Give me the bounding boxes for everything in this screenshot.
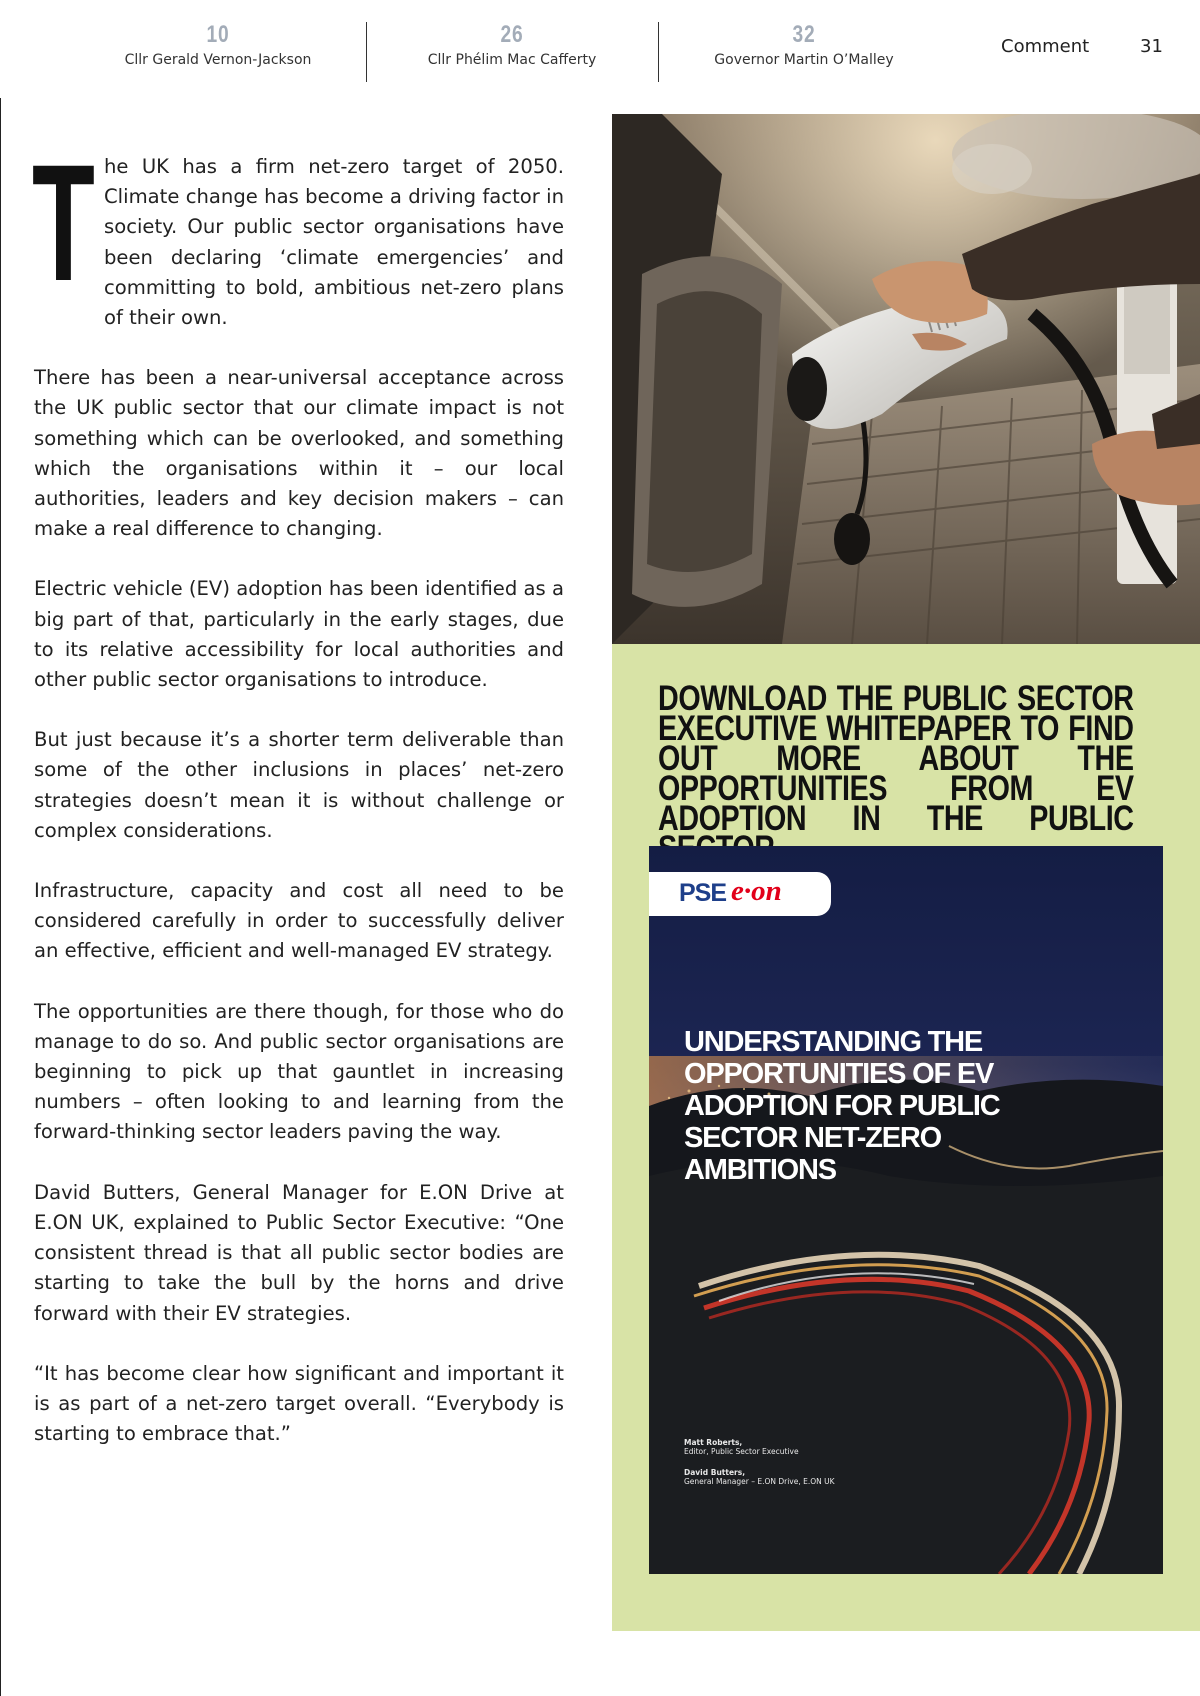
left-margin-rule (0, 98, 1, 1696)
promo-headline: DOWNLOAD THE PUBLIC SECTOR EXECUTIVE WHITEPAPER TO FIND OUT MORE ABOUT THE OPPORTUNITIES FROM EV ADOPTION IN THE PUBLIC (658, 679, 1134, 838)
article-paragraph: Electric vehicle (EV) adoption has been identified as a big part of that, particularly in the early stages, due to its relative accessibility for local authorities and other public sector organisations to introduce. (34, 577, 564, 692)
section-label: Comment (1001, 36, 1090, 57)
cover-title: UNDERSTANDING THE OPPORTUNITIES OF EV ADOPTION FOR PUBLIC SECTOR NET-ZERO AMBITIONS (684, 1026, 1000, 1186)
header-link-item-3[interactable] (704, 22, 904, 68)
cover-logo-badge (649, 872, 831, 916)
header-page-ref: 10 (206, 21, 230, 48)
credit-name: David Butters, (684, 1468, 746, 1477)
header-divider (658, 22, 659, 82)
whitepaper-promo (612, 644, 1200, 1631)
article-body (32, 131, 564, 1479)
article-paragraph: Infrastructure, capacity and cost all need to be considered carefully in order to successfully deliver an effective, efficient and well-managed EV strategy. (34, 879, 564, 963)
cover-credit (684, 1438, 799, 1456)
article-paragraph: But just because it’s a shorter term deliverable than some of the other inclusions in places’ net-zero strategies doesn’t mean it is without challenge or complex considerations. (34, 728, 564, 842)
header-author-name: Cllr Gerald Vernon-Jackson (124, 52, 312, 68)
cover-night-highway-image (649, 846, 1163, 1574)
header-link-item-2[interactable] (412, 22, 612, 68)
article-paragraph: “It has become clear how significant and important it is as part of a net-zero target overall. “Everybody is starting to embrace that.” (34, 1361, 564, 1446)
header-divider (366, 22, 367, 82)
credit-role: General Manager – E.ON Drive, E.ON UK (684, 1477, 835, 1486)
eon-logo: e·on (731, 875, 782, 907)
credit-name: Matt Roberts, (684, 1438, 743, 1447)
article-paragraph: The opportunities are there though, for those who do manage to do so. And public sector organisations are beginning to pick up that gauntlet in increasing numbers – often looking to and learning from the forward-thinking sector leaders paving the way. (34, 999, 564, 1144)
header-page-ref: 26 (500, 21, 524, 48)
header-page-ref: 32 (792, 21, 816, 48)
ev-charging-photo (612, 114, 1200, 644)
whitepaper-cover[interactable] (649, 846, 1163, 1574)
header-author-name: Governor Martin O’Malley (714, 52, 894, 68)
page-header (0, 0, 1200, 95)
header-author-name: Cllr Phélim Mac Cafferty (427, 52, 597, 68)
article-first-paragraph-text: he UK has a firm net-zero target of 2050. Climate change has become a driving factor in society. Our public sector organisations have been declaring ‘climate emergencies’ and committing to bold, ambitious net-zero plans of their own. (104, 155, 564, 330)
pse-logo: PSE (679, 879, 727, 907)
credit-role: Editor, Public Sector Executive (684, 1447, 799, 1456)
cover-credit (684, 1468, 835, 1486)
article-paragraph (32, 131, 564, 333)
page-number: 31 (1140, 36, 1163, 57)
article-paragraph: There has been a near-universal acceptance across the UK public sector that our climate impact is not something which can be overlooked, and something which the organisations within it – our local authorities, leaders and key decision makers – can make a real difference to changing. (34, 366, 564, 541)
drop-cap: T (32, 131, 95, 316)
article-paragraph: David Butters, General Manager for E.ON Drive at E.ON UK, explained to Public Sector Executive: “One consistent thread is that all public sector bodies are starting to take the bull by the horns and drive forward with their EV strategies. (34, 1180, 564, 1325)
header-link-item-1[interactable] (118, 22, 318, 68)
